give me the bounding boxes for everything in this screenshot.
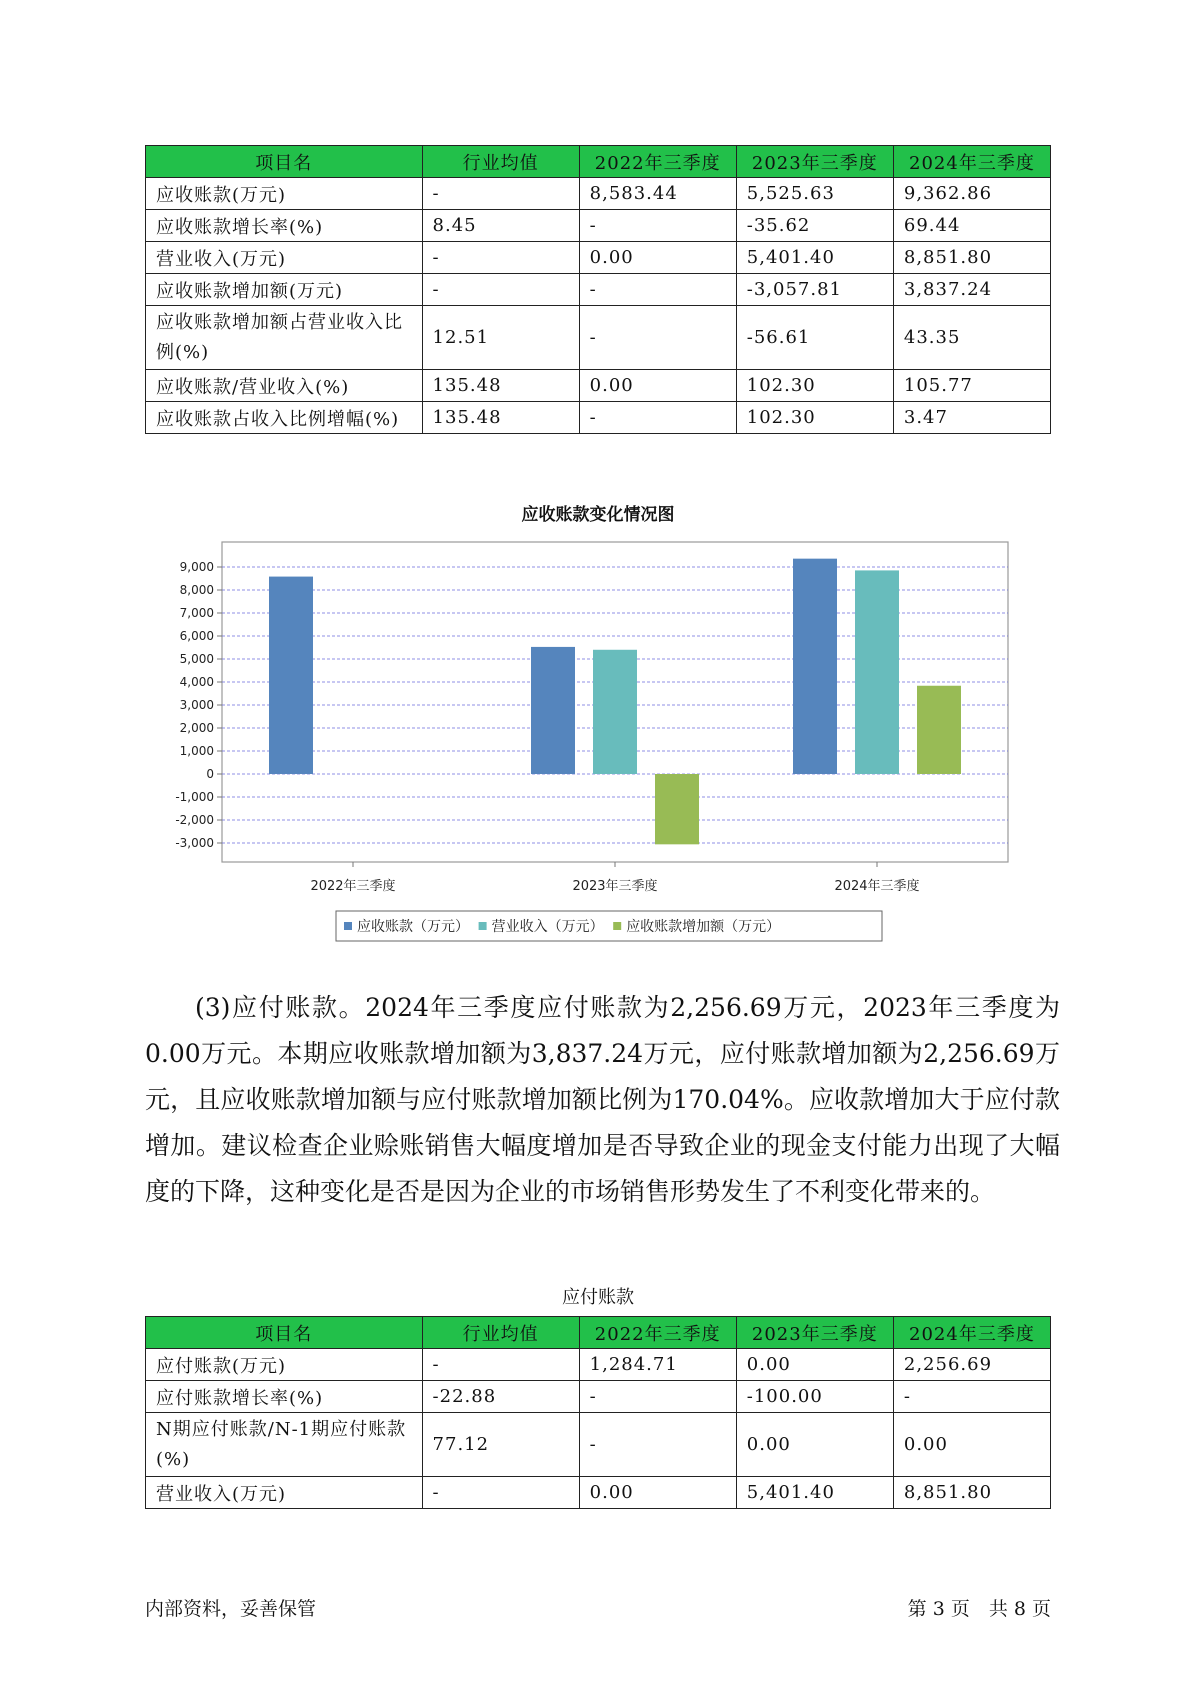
bar (793, 559, 837, 774)
table-cell: 8,851.80 (893, 242, 1050, 274)
table-cell: 应收账款(万元) (146, 178, 423, 210)
table-cell: 3.47 (893, 402, 1050, 434)
table-header-row (146, 146, 1051, 178)
header-cell: 行业均值 (422, 146, 579, 178)
table-cell: 营业收入(万元) (146, 242, 423, 274)
y-tick-label: 0 (206, 767, 214, 781)
bar (269, 577, 313, 774)
paragraph-text: (3)应付账款。2024年三季度应付账款为2,256.69万元，2023年三季度为0.00万元。本期应收账款增加额为3,837.24万元，应付账款增加额为2,256.69万元，且应收账款增加额与应付账款增加额比例为170.04%。应收款增加大于应付款增加。建议检查企业赊账销售大幅度增加是否导致企业的现金支付能力出现了大幅度的下降，这种变化是否是因为企业的市场销售形势发生了不利变化带来的。 (145, 993, 1060, 1206)
receivables-table (145, 145, 1051, 434)
chart-title: 应收账款变化情况图 (521, 505, 675, 525)
table-cell: N期应付账款/N-1期应付账款(%) (146, 1413, 423, 1477)
table-cell: 0.00 (579, 370, 736, 402)
table-cell: 3,837.24 (893, 274, 1050, 306)
table-cell: 0.00 (893, 1413, 1050, 1477)
table-cell: 135.48 (422, 370, 579, 402)
table-cell: 0.00 (736, 1349, 893, 1381)
table-cell: - (422, 1349, 579, 1381)
header-cell: 行业均值 (422, 1317, 579, 1349)
payables-table (145, 1316, 1051, 1509)
table-cell: 5,401.40 (736, 1477, 893, 1509)
table-cell: - (579, 402, 736, 434)
header-cell: 2024年三季度 (893, 1317, 1050, 1349)
table-cell: -100.00 (736, 1381, 893, 1413)
table-cell: - (422, 242, 579, 274)
legend-label: 营业收入（万元） (491, 919, 604, 935)
y-tick-label: -2,000 (175, 813, 214, 827)
table-cell: 105.77 (893, 370, 1050, 402)
table-cell: 5,401.40 (736, 242, 893, 274)
table-cell: 应收账款增加额(万元) (146, 274, 423, 306)
y-tick-label: 9,000 (179, 560, 214, 574)
y-tick-label: 5,000 (179, 652, 214, 666)
header-cell: 2022年三季度 (579, 1317, 736, 1349)
table-cell: 135.48 (422, 402, 579, 434)
table-cell: 1,284.71 (579, 1349, 736, 1381)
table-cell: - (422, 274, 579, 306)
table-row (146, 1413, 1051, 1477)
y-tick-label: -3,000 (175, 836, 214, 850)
page-number: 第 3 页 共 8 页 (907, 1598, 1051, 1620)
header-cell: 2023年三季度 (736, 146, 893, 178)
bar (531, 647, 575, 774)
table-cell: 应收账款占收入比例增幅(%) (146, 402, 423, 434)
bar (593, 650, 637, 774)
chart-canvas (145, 495, 1051, 945)
y-tick-label: 4,000 (179, 675, 214, 689)
table-row (146, 306, 1051, 370)
analysis-paragraph (145, 985, 1060, 1215)
table-cell: -22.88 (422, 1381, 579, 1413)
table-cell: - (579, 306, 736, 370)
table-cell: - (579, 1381, 736, 1413)
table-row (146, 402, 1051, 434)
table-row (146, 1381, 1051, 1413)
table-cell: 应收账款增长率(%) (146, 210, 423, 242)
bar (655, 774, 699, 844)
header-cell: 项目名 (146, 1317, 423, 1349)
table-row (146, 210, 1051, 242)
x-tick-label: 2024年三季度 (834, 879, 920, 894)
header-cell: 2023年三季度 (736, 1317, 893, 1349)
table-row (146, 178, 1051, 210)
table-cell: 营业收入(万元) (146, 1477, 423, 1509)
table-cell: 43.35 (893, 306, 1050, 370)
table-cell: 8,851.80 (893, 1477, 1050, 1509)
table-cell: 应收账款增加额占营业收入比例(%) (146, 306, 423, 370)
table-cell: 12.51 (422, 306, 579, 370)
table-cell: 0.00 (579, 242, 736, 274)
legend-swatch (479, 922, 487, 930)
payables-table-caption: 应付账款 (562, 1287, 634, 1308)
table-cell: 0.00 (736, 1413, 893, 1477)
y-tick-label: 7,000 (179, 606, 214, 620)
y-tick-label: -1,000 (175, 790, 214, 804)
table-row (146, 370, 1051, 402)
table-header-row (146, 1317, 1051, 1349)
table-cell: 69.44 (893, 210, 1050, 242)
bar (917, 686, 961, 774)
table-cell: - (579, 1413, 736, 1477)
table-cell: 应付账款增长率(%) (146, 1381, 423, 1413)
table-cell: -56.61 (736, 306, 893, 370)
table-cell: 应付账款(万元) (146, 1349, 423, 1381)
table-cell: 102.30 (736, 370, 893, 402)
footer-confidential-note: 内部资料，妥善保管 (145, 1598, 317, 1620)
y-tick-label: 6,000 (179, 629, 214, 643)
table-cell: 8,583.44 (579, 178, 736, 210)
table-cell: - (579, 274, 736, 306)
y-tick-label: 3,000 (179, 698, 214, 712)
table-cell: - (422, 1477, 579, 1509)
y-tick-label: 2,000 (179, 721, 214, 735)
header-cell: 2024年三季度 (893, 146, 1050, 178)
table-cell: - (579, 210, 736, 242)
x-tick-label: 2022年三季度 (310, 879, 396, 894)
table-cell: 5,525.63 (736, 178, 893, 210)
table-cell: -3,057.81 (736, 274, 893, 306)
table-row (146, 274, 1051, 306)
header-cell: 2022年三季度 (579, 146, 736, 178)
table-cell: 9,362.86 (893, 178, 1050, 210)
y-tick-label: 8,000 (179, 583, 214, 597)
table-cell: 0.00 (579, 1477, 736, 1509)
y-tick-label: 1,000 (179, 744, 214, 758)
table-cell: -35.62 (736, 210, 893, 242)
table-cell: 77.12 (422, 1413, 579, 1477)
table-cell: 8.45 (422, 210, 579, 242)
table-cell: 2,256.69 (893, 1349, 1050, 1381)
receivables-chart (145, 495, 1051, 945)
bar (855, 570, 899, 774)
table-row (146, 242, 1051, 274)
legend-label: 应收账款（万元） (357, 919, 469, 935)
table-cell: - (893, 1381, 1050, 1413)
legend-swatch (344, 922, 352, 930)
header-cell: 项目名 (146, 146, 423, 178)
table-cell: 应收账款/营业收入(%) (146, 370, 423, 402)
table-row (146, 1477, 1051, 1509)
table-cell: 102.30 (736, 402, 893, 434)
x-tick-label: 2023年三季度 (572, 879, 658, 894)
legend-label: 应收账款增加额（万元） (626, 919, 781, 935)
legend-swatch (613, 922, 621, 930)
table-row (146, 1349, 1051, 1381)
table-cell: - (422, 178, 579, 210)
